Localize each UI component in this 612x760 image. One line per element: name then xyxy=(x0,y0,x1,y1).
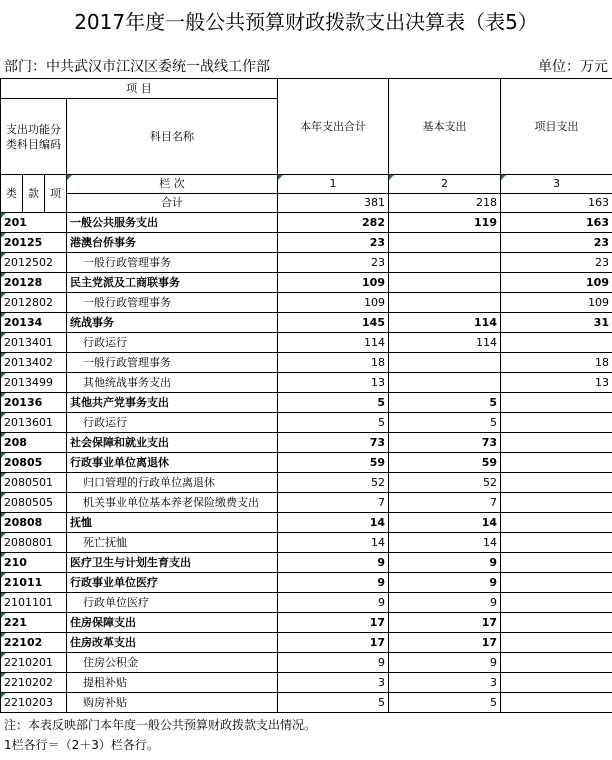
unit-label: 单位：万元 xyxy=(538,59,608,75)
row-code: 2101101 xyxy=(1,593,67,613)
row-total: 9 xyxy=(278,593,389,613)
table-row xyxy=(1,513,612,533)
row-total: 9 xyxy=(278,653,389,673)
row-project xyxy=(501,553,612,573)
row-name: 抚恤 xyxy=(67,513,278,533)
heji-project: 163 xyxy=(501,194,612,213)
row-basic: 9 xyxy=(389,593,501,613)
table-row xyxy=(1,693,612,713)
table-row xyxy=(1,293,612,313)
row-code: 20125 xyxy=(1,233,67,253)
row-total: 7 xyxy=(278,493,389,513)
header-col-total: 本年支出合计 xyxy=(278,79,389,175)
header-item: 项 目 xyxy=(1,79,278,99)
row-total: 5 xyxy=(278,393,389,413)
row-code: 20134 xyxy=(1,313,67,333)
row-project: 23 xyxy=(501,233,612,253)
row-code: 20805 xyxy=(1,453,67,473)
row-total: 282 xyxy=(278,213,389,233)
row-name: 购房补贴 xyxy=(67,693,278,713)
row-name: 住房公积金 xyxy=(67,653,278,673)
row-code: 2080505 xyxy=(1,493,67,513)
table-row xyxy=(1,413,612,433)
table-row xyxy=(1,233,612,253)
table-row xyxy=(1,213,612,233)
table-row xyxy=(1,393,612,413)
row-name: 社会保障和就业支出 xyxy=(67,433,278,453)
row-total: 14 xyxy=(278,513,389,533)
row-name: 行政事业单位医疗 xyxy=(67,573,278,593)
row-name: 行政事业单位离退休 xyxy=(67,453,278,473)
row-total: 73 xyxy=(278,433,389,453)
row-project xyxy=(501,393,612,413)
row-total: 59 xyxy=(278,453,389,473)
row-total: 14 xyxy=(278,533,389,553)
row-code: 208 xyxy=(1,433,67,453)
row-code: 20128 xyxy=(1,273,67,293)
table-row xyxy=(1,373,612,393)
row-basic xyxy=(389,293,501,313)
column-number-2: 2 xyxy=(389,175,501,194)
row-total: 23 xyxy=(278,233,389,253)
row-name: 机关事业单位基本养老保险缴费支出 xyxy=(67,493,278,513)
row-project xyxy=(501,613,612,633)
row-project: 18 xyxy=(501,353,612,373)
table-row xyxy=(1,273,612,293)
row-total: 109 xyxy=(278,273,389,293)
row-basic: 73 xyxy=(389,433,501,453)
row-basic: 7 xyxy=(389,493,501,513)
row-name: 行政运行 xyxy=(67,413,278,433)
row-name: 统战事务 xyxy=(67,313,278,333)
row-basic: 9 xyxy=(389,553,501,573)
row-project: 163 xyxy=(501,213,612,233)
row-code: 210 xyxy=(1,553,67,573)
row-code: 2210202 xyxy=(1,673,67,693)
row-code: 21011 xyxy=(1,573,67,593)
row-code: 2013499 xyxy=(1,373,67,393)
page-title: 2017年度一般公共预算财政拨款支出决算表（表5） xyxy=(74,10,538,34)
row-total: 114 xyxy=(278,333,389,353)
row-total: 52 xyxy=(278,473,389,493)
row-code: 2012802 xyxy=(1,293,67,313)
footnote-1: 注：本表反映部门本年度一般公共预算财政拨款支出情况。 xyxy=(4,718,317,732)
row-basic: 5 xyxy=(389,693,501,713)
header-col-project: 项目支出 xyxy=(501,79,612,175)
row-code: 2012502 xyxy=(1,253,67,273)
row-project xyxy=(501,653,612,673)
row-project: 13 xyxy=(501,373,612,393)
row-basic: 14 xyxy=(389,513,501,533)
row-name: 民主党派及工商联事务 xyxy=(67,273,278,293)
row-code: 2080501 xyxy=(1,473,67,493)
header-lei: 类 xyxy=(1,175,23,213)
row-total: 13 xyxy=(278,373,389,393)
row-name: 一般公共服务支出 xyxy=(67,213,278,233)
header-name-label: 科目名称 xyxy=(67,99,278,175)
row-name: 住房保障支出 xyxy=(67,613,278,633)
header-lan: 栏 次 xyxy=(67,175,278,194)
column-number-3: 3 xyxy=(501,175,612,194)
row-project: 23 xyxy=(501,253,612,273)
expenditure-table xyxy=(0,78,612,713)
row-name: 一般行政管理事务 xyxy=(67,353,278,373)
row-project: 109 xyxy=(501,293,612,313)
row-basic: 114 xyxy=(389,313,501,333)
table-row xyxy=(1,353,612,373)
row-project xyxy=(501,593,612,613)
table-row xyxy=(1,453,612,473)
row-project xyxy=(501,493,612,513)
row-project xyxy=(501,573,612,593)
table-row xyxy=(1,633,612,653)
row-code: 2210201 xyxy=(1,653,67,673)
row-basic: 119 xyxy=(389,213,501,233)
row-basic: 17 xyxy=(389,613,501,633)
row-name: 一般行政管理事务 xyxy=(67,253,278,273)
row-code: 221 xyxy=(1,613,67,633)
row-total: 23 xyxy=(278,253,389,273)
row-name: 港澳台侨事务 xyxy=(67,233,278,253)
row-name: 行政运行 xyxy=(67,333,278,353)
header-kuan: 款 xyxy=(23,175,45,213)
row-basic: 3 xyxy=(389,673,501,693)
row-project: 31 xyxy=(501,313,612,333)
row-basic: 5 xyxy=(389,393,501,413)
row-project xyxy=(501,533,612,553)
row-basic: 114 xyxy=(389,333,501,353)
row-basic: 9 xyxy=(389,653,501,673)
heji-basic: 218 xyxy=(389,194,501,213)
table-row xyxy=(1,613,612,633)
table-row xyxy=(1,253,612,273)
row-code: 201 xyxy=(1,213,67,233)
header-col-basic: 基本支出 xyxy=(389,79,501,175)
table-row xyxy=(1,593,612,613)
row-basic: 17 xyxy=(389,633,501,653)
row-name: 归口管理的行政单位离退休 xyxy=(67,473,278,493)
table-row xyxy=(1,673,612,693)
heji-label: 合计 xyxy=(67,194,278,213)
row-name: 行政单位医疗 xyxy=(67,593,278,613)
row-total: 5 xyxy=(278,413,389,433)
row-name: 医疗卫生与计划生育支出 xyxy=(67,553,278,573)
row-basic xyxy=(389,353,501,373)
row-code: 2013401 xyxy=(1,333,67,353)
row-basic xyxy=(389,253,501,273)
row-code: 2080801 xyxy=(1,533,67,553)
table-row xyxy=(1,533,612,553)
row-name: 死亡抚恤 xyxy=(67,533,278,553)
row-project xyxy=(501,473,612,493)
row-total: 17 xyxy=(278,613,389,633)
row-code: 20136 xyxy=(1,393,67,413)
row-total: 3 xyxy=(278,673,389,693)
department-label: 部门：中共武汉市江汉区委统一战线工作部 xyxy=(4,59,270,75)
row-basic: 14 xyxy=(389,533,501,553)
row-name: 提租补贴 xyxy=(67,673,278,693)
row-project xyxy=(501,433,612,453)
footnote-2: 1栏各行＝（2＋3）栏各行。 xyxy=(4,738,159,752)
row-code: 2013601 xyxy=(1,413,67,433)
row-project xyxy=(501,673,612,693)
row-total: 9 xyxy=(278,573,389,593)
table-row xyxy=(1,473,612,493)
table-row xyxy=(1,653,612,673)
table-row xyxy=(1,433,612,453)
row-code: 2210203 xyxy=(1,693,67,713)
row-total: 109 xyxy=(278,293,389,313)
heji-total: 381 xyxy=(278,194,389,213)
row-code: 2013402 xyxy=(1,353,67,373)
row-basic xyxy=(389,273,501,293)
row-name: 一般行政管理事务 xyxy=(67,293,278,313)
row-basic xyxy=(389,233,501,253)
row-project xyxy=(501,453,612,473)
row-total: 145 xyxy=(278,313,389,333)
row-project xyxy=(501,513,612,533)
row-code: 20808 xyxy=(1,513,67,533)
row-basic: 9 xyxy=(389,573,501,593)
row-basic: 5 xyxy=(389,413,501,433)
row-name: 其他共产党事务支出 xyxy=(67,393,278,413)
row-project: 109 xyxy=(501,273,612,293)
row-project xyxy=(501,333,612,353)
row-basic: 52 xyxy=(389,473,501,493)
row-code: 22102 xyxy=(1,633,67,653)
row-total: 17 xyxy=(278,633,389,653)
row-total: 18 xyxy=(278,353,389,373)
column-number-1: 1 xyxy=(278,175,389,194)
table-row xyxy=(1,493,612,513)
table-row xyxy=(1,333,612,353)
header-code-label: 支出功能分类科目编码 xyxy=(1,99,67,175)
row-project xyxy=(501,413,612,433)
row-project xyxy=(501,633,612,653)
row-project xyxy=(501,693,612,713)
row-name: 住房改革支出 xyxy=(67,633,278,653)
table-row xyxy=(1,313,612,333)
header-xiang: 项 xyxy=(45,175,67,213)
row-basic xyxy=(389,373,501,393)
row-total: 9 xyxy=(278,553,389,573)
row-basic: 59 xyxy=(389,453,501,473)
table-row xyxy=(1,573,612,593)
table-row xyxy=(1,553,612,573)
row-total: 5 xyxy=(278,693,389,713)
row-name: 其他统战事务支出 xyxy=(67,373,278,393)
